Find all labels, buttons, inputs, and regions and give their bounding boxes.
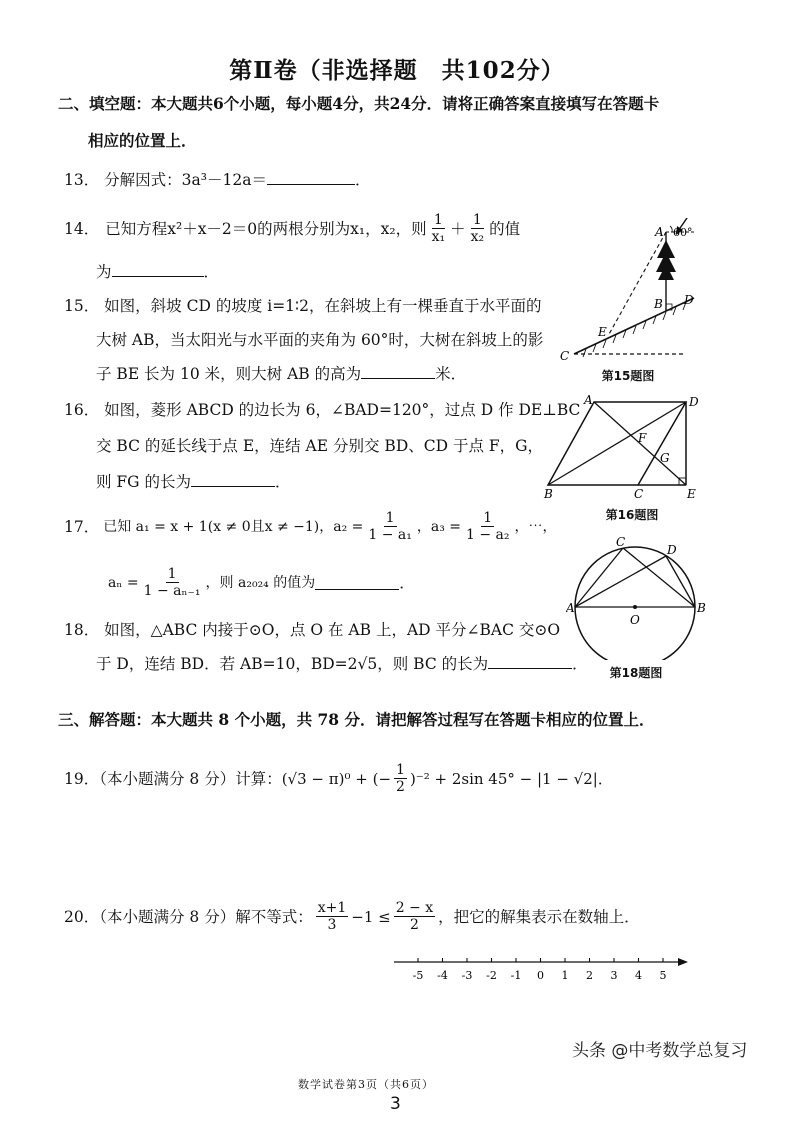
q18-line1: 如图，△ABC 内接于⊙O，点 O 在 AB 上，AD 平分∠BAC 交⊙O	[104, 621, 561, 639]
q17-fraction-an: $\frac{1}{\text{1 − aₙ₋₁}}$	[143, 566, 201, 599]
fig16-label-d: D	[689, 395, 699, 409]
q17-number: 17．	[64, 517, 100, 536]
q19-text: 19．（本小题满分 8 分）计算：	[64, 769, 282, 788]
question-20	[64, 900, 640, 933]
fig15-label-c: C	[560, 349, 570, 363]
fig16-label-b: B	[544, 487, 553, 501]
q15-line1: 如图，斜坡 CD 的坡度 i=1∶2，在斜坡上有一棵垂直于水平面的	[104, 297, 542, 315]
q14-fraction-2: $\frac{1}{\text{x₂}}$	[470, 212, 485, 245]
q20-after: ，把它的解集表示在数轴上．	[438, 907, 640, 926]
fig15-label-b: B	[654, 297, 663, 311]
q14-plus: ＋	[450, 219, 466, 238]
q17-answer-blank[interactable]	[315, 575, 399, 590]
q18-line2: 于 D，连结 BD．若 AB=10，BD=2√5，则 BC 的长为 ．	[96, 655, 588, 673]
question-14	[64, 212, 520, 245]
number-line-tick-label: 5	[659, 969, 667, 982]
fig15-slope-cd	[574, 298, 694, 354]
q18-number: 18．	[64, 621, 100, 639]
fig18-bc	[623, 548, 695, 607]
q14-answer-blank[interactable]	[112, 262, 204, 277]
fig15-label-d: D	[684, 293, 694, 307]
q14-after: 的值	[489, 219, 521, 238]
section-title: 第Ⅱ卷（非选择题 共102分）	[229, 57, 565, 84]
fig15-angle-arc	[670, 226, 672, 232]
q17-line2: aₙ = $\frac{1}{\text{1 − aₙ₋₁}}$ ，则 a₂₀₂₄ 的值为 ．	[108, 566, 415, 599]
page-number: 3	[390, 1094, 401, 1114]
number-line-tick-label: 1	[561, 969, 569, 982]
question-13	[64, 170, 370, 190]
number-line-tick-label: -1	[510, 969, 522, 982]
q16-line3: 则 FG 的长为 ．	[96, 473, 291, 491]
q16-line1: 如图，菱形 ABCD 的边长为 6，∠BAD=120°，过点 D 作 DE⊥BC	[104, 401, 581, 419]
fig18-ad	[575, 556, 666, 607]
number-line-tick-label: -3	[461, 969, 473, 982]
number-line-tick-label: -5	[412, 969, 424, 982]
number-line-tick-label: 4	[635, 969, 642, 982]
q15-answer-blank[interactable]	[361, 364, 435, 379]
question-19	[64, 762, 613, 795]
fig15-label-a: A	[655, 225, 664, 239]
number-line-tick-label: -4	[437, 969, 448, 982]
fig16-label-f: F	[638, 431, 647, 445]
q14-number: 14．	[64, 219, 100, 238]
fig18-circle	[575, 547, 695, 660]
fig18-bd	[666, 556, 695, 607]
fig16-label-a: A	[584, 393, 593, 407]
q13-text: 分解因式：3a³－12a＝	[104, 171, 267, 189]
section2-heading: 二、填空题：本大题共6个小题，每小题4分，共24分．请将正确答案直接填写在答题卡	[58, 94, 660, 113]
q20-text: 20．（本小题满分 8 分）解不等式：	[64, 907, 313, 926]
fig18-label-d: D	[667, 543, 677, 557]
number-line-arrow	[678, 958, 688, 966]
fig15-label-angle: 60°	[673, 226, 693, 239]
footer-page-label: 数学试卷第3页（共6页）	[298, 1078, 434, 1091]
fig18-label-o: O	[630, 613, 640, 627]
q13-answer-blank[interactable]	[267, 170, 355, 185]
fig18-center-o	[633, 605, 637, 609]
q17-fraction-a2: $\frac{1}{\text{1 − a₁}}$	[368, 510, 412, 543]
fig15-caption: 第15题图	[601, 369, 655, 383]
figure-18	[566, 534, 706, 660]
number-line-tick-label: -2	[486, 969, 497, 982]
q15-line3: 子 BE 长为 10 米，则大树 AB 的高为 米．	[96, 365, 467, 383]
watermark: 头条 @中考数学总复习	[572, 1041, 748, 1061]
number-line-tick-label: 2	[586, 969, 593, 982]
q14-line2: 为 ．	[96, 263, 220, 281]
q16-number: 16．	[64, 401, 100, 419]
q20-fraction-right: $\frac{2 - x}{2}$	[395, 900, 434, 933]
q13-number: 13．	[64, 171, 100, 189]
fig16-bd	[548, 402, 686, 485]
q18-answer-blank[interactable]	[488, 654, 572, 669]
fig16-label-e: E	[687, 487, 696, 501]
q20-fraction-left: $\frac{x+1}{3}$	[317, 900, 347, 933]
q17-line1: 已知 a₁ = x + 1(x ≠ 0且x ≠ −1)，a₂ =	[103, 518, 364, 535]
question-15	[64, 296, 541, 316]
fig16-caption: 第16题图	[605, 508, 659, 522]
fig16-label-g: G	[660, 451, 670, 465]
q19-expr-part1: (√3 − π)⁰ + (−	[281, 769, 392, 788]
section2-heading-cont: 相应的位置上．	[88, 131, 197, 150]
fig18-caption: 第18题图	[609, 666, 663, 680]
section3-heading: 三、解答题：本大题共 8 个小题，共 78 分．请把解答过程写在答题卡相应的位置上．	[58, 710, 655, 729]
q13-end: ．	[354, 171, 371, 189]
fig15-label-e: E	[598, 325, 607, 339]
q16-answer-blank[interactable]	[191, 472, 275, 487]
fig15-sun-ray	[608, 232, 666, 336]
question-17: 17． 已知 a₁ = x + 1(x ≠ 0且x ≠ −1)，a₂ = $\frac{1}{\text{1 − a₁}}$ ，a₃ = $\frac{1}{\text{1 − a₂}}$ ，⋯，	[64, 510, 557, 543]
number-line[interactable]	[392, 950, 692, 990]
number-line-tick-label: 0	[537, 969, 544, 982]
q16-line2: 交 BC 的延长线于点 E，连结 AE 分别交 BD、CD 于点 F，G，	[96, 437, 544, 455]
fig16-label-c: C	[634, 487, 644, 501]
q14-fraction-1: $\frac{1}{\text{x₁}}$	[431, 212, 446, 245]
q19-expr-part2: )⁻² + 2sin 45° − |1 − √2|．	[409, 769, 613, 788]
figure-16	[540, 392, 710, 502]
q15-line2: 大树 AB，当太阳光与水平面的夹角为 60°时，大树在斜坡上的影	[96, 331, 544, 349]
q20-operator: −1 ≤	[351, 907, 391, 926]
q17-fraction-a3: $\frac{1}{\text{1 − a₂}}$	[466, 510, 510, 543]
fig18-label-c: C	[616, 535, 626, 549]
number-line-tick-label: 3	[610, 969, 618, 982]
fig18-label-a: A	[566, 601, 575, 615]
q14-text: 已知方程x²＋x－2＝0的两根分别为x₁，x₂，则	[105, 219, 427, 238]
q19-fraction: $\frac{1}{2}$	[396, 762, 405, 795]
figure-15	[556, 218, 706, 363]
fig18-label-b: B	[697, 601, 706, 615]
question-18	[64, 620, 560, 640]
question-16	[64, 400, 580, 420]
q15-number: 15．	[64, 297, 100, 315]
